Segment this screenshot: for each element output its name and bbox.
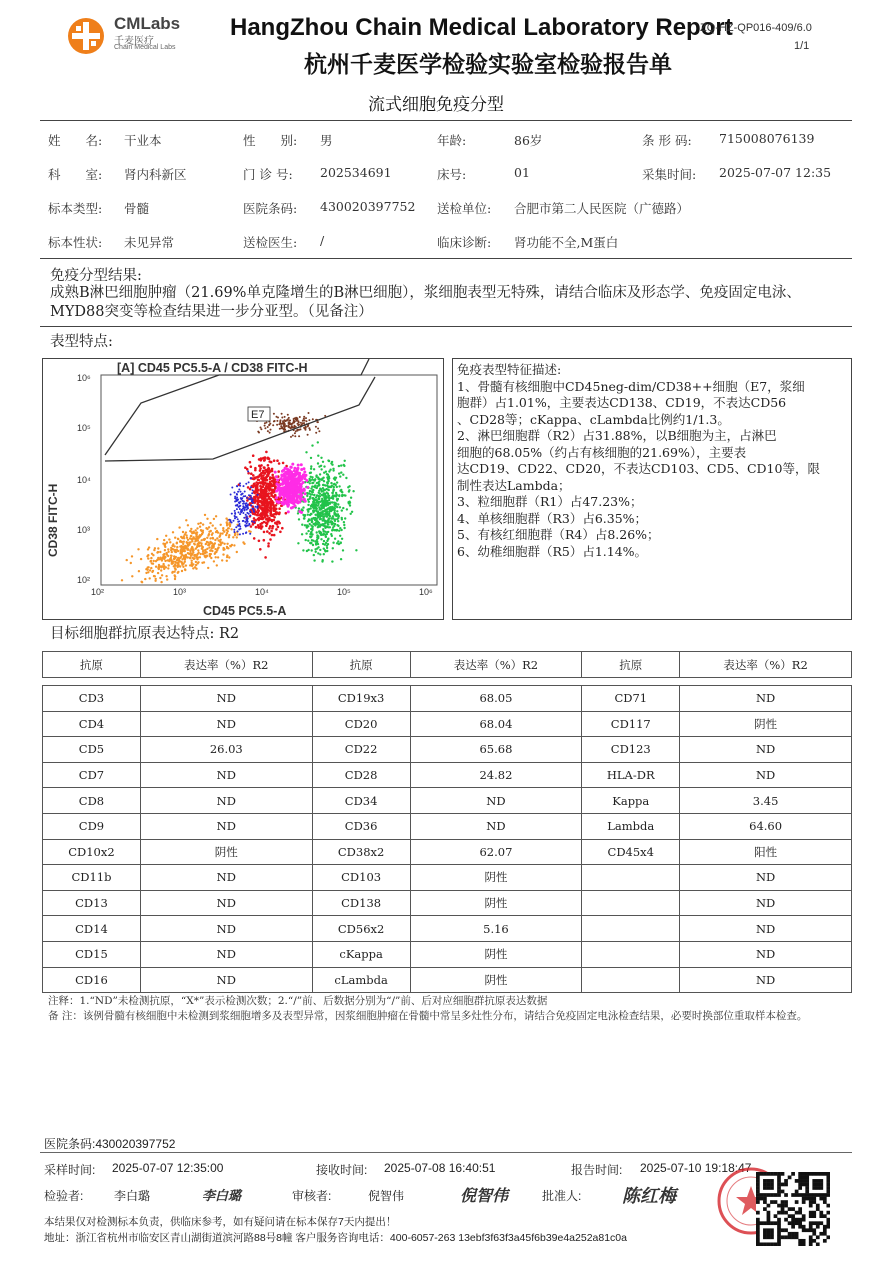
antigen-cell: CD138 xyxy=(312,890,410,916)
expression-cell: 阴性 xyxy=(410,865,582,891)
column-header: 抗原 xyxy=(312,652,410,678)
antigen-cell xyxy=(582,916,680,942)
expression-cell: 24.82 xyxy=(410,762,582,788)
antigen-cell xyxy=(582,865,680,891)
antigen-cell: Lambda xyxy=(582,813,680,839)
logo-en: Chain Medical Labs xyxy=(114,44,176,51)
antigen-cell: CD103 xyxy=(312,865,410,891)
y-tick: 10⁴ xyxy=(77,475,91,485)
antigen-cell: CD7 xyxy=(43,762,141,788)
barcode-value: 715008076139 xyxy=(719,131,815,146)
antigen-cell: CD117 xyxy=(582,711,680,737)
antigen-table-header xyxy=(42,651,852,678)
table-row xyxy=(43,711,852,737)
expression-cell: ND xyxy=(140,865,312,891)
hospcode-value: 430020397752 xyxy=(320,199,416,214)
note-line: 备 注：该例骨髓有核细胞中未检测到浆细胞增多及表型异常，因浆细胞肿瘤在骨髓中常呈多灶性分布，请结合免疫固定电泳检查结果，必要时换部位重取样本检查。 xyxy=(48,1010,808,1022)
specimen-label: 标本类型: xyxy=(48,201,103,216)
antigen-cell: cKappa xyxy=(312,941,410,967)
table-row xyxy=(43,813,852,839)
expression-cell: 5.16 xyxy=(410,916,582,942)
expression-cell: ND xyxy=(140,711,312,737)
desc-line: 免疫表型特征描述: xyxy=(457,362,562,377)
antigen-cell xyxy=(582,967,680,993)
x-tick: 10⁶ xyxy=(419,587,433,597)
gate-label: E7 xyxy=(251,409,265,421)
expression-cell: 64.60 xyxy=(680,813,852,839)
expression-cell: ND xyxy=(140,967,312,993)
expression-cell: 阴性 xyxy=(410,967,582,993)
expression-cell: 阴性 xyxy=(140,839,312,865)
plot-ylabel: CD38 FITC-H xyxy=(46,483,60,557)
antigen-cell xyxy=(582,941,680,967)
antigen-cell: CD14 xyxy=(43,916,141,942)
receive-time: 2025-07-08 16:40:51 xyxy=(384,1161,496,1175)
barcode-label: 条 形 码: xyxy=(642,133,692,148)
expression-cell: ND xyxy=(680,737,852,763)
y-tick: 10⁶ xyxy=(77,373,91,383)
receive-time-label: 接收时间: xyxy=(316,1163,368,1177)
dept-label: 科 室: xyxy=(48,167,103,182)
antigen-cell: CD3 xyxy=(43,686,141,712)
table-row xyxy=(43,865,852,891)
antigen-cell: CD15 xyxy=(43,941,141,967)
flow-cytometry-plot xyxy=(42,358,444,620)
age-label: 年龄: xyxy=(437,133,467,148)
desc-line: 5、有核红细胞群（R4）占8.26%； xyxy=(457,527,660,542)
status-value: 未见异常 xyxy=(124,235,175,250)
dept-value: 肾内科新区 xyxy=(124,167,187,182)
desc-line: 细胞的68.05%（约占有核细胞的21.69%），主要表 xyxy=(457,444,747,460)
sex-value: 男 xyxy=(320,133,333,148)
divider xyxy=(40,120,852,121)
antigen-cell: CD11b xyxy=(43,865,141,891)
column-header: 抗原 xyxy=(582,652,680,678)
table-row xyxy=(43,890,852,916)
desc-line: 1、骨髓有核细胞中CD45neg-dim/CD38++细胞（E7，浆细 xyxy=(457,378,805,394)
antigen-cell: CD10x2 xyxy=(43,839,141,865)
column-header: 表达率（%）R2 xyxy=(140,652,312,678)
antigen-cell: CD22 xyxy=(312,737,410,763)
desc-line: 4、单核细胞群（R3）占6.35%； xyxy=(457,510,648,526)
table-row xyxy=(43,686,852,712)
antigen-cell: CD34 xyxy=(312,788,410,814)
tester-name: 李白璐 xyxy=(114,1189,151,1203)
expression-cell: 阳性 xyxy=(680,839,852,865)
antigen-cell: Kappa xyxy=(582,788,680,814)
expression-cell: 26.03 xyxy=(140,737,312,763)
specimen-value: 骨髓 xyxy=(124,201,150,216)
sample-time-label: 采样时间: xyxy=(44,1163,96,1177)
doctor-label: 送检医生: xyxy=(243,235,298,250)
cmlabs-logo-icon xyxy=(64,16,108,56)
report-title-en: HangZhou Chain Medical Laboratory Report xyxy=(230,14,733,41)
sex-label: 性 别: xyxy=(243,133,298,148)
antigen-cell: cLambda xyxy=(312,967,410,993)
target-title: 目标细胞群抗原表达特点: R2 xyxy=(50,626,240,642)
table-row xyxy=(43,762,852,788)
note-line: 注释：1.“ND”未检测抗原，“X*”表示检测次数；2.“/”前、后数据分别为“/”前、后对应细胞群抗原表达数据 xyxy=(48,995,548,1007)
divider xyxy=(40,258,852,259)
expression-cell: ND xyxy=(680,890,852,916)
desc-line: 胞群）占1.01%，主要表达CD138、CD19，不表达CD56 xyxy=(457,395,787,410)
x-tick: 10⁴ xyxy=(255,587,269,597)
table-row xyxy=(43,839,852,865)
expression-cell: ND xyxy=(140,788,312,814)
scatter-points xyxy=(121,412,358,583)
name-label: 姓 名: xyxy=(48,133,103,148)
expression-cell: ND xyxy=(140,813,312,839)
desc-line: 6、幼稚细胞群（R5）占1.14%。 xyxy=(457,543,648,559)
result-text: 成熟B淋巴细胞肿瘤（21.69%单克隆增生的B淋巴细胞），浆细胞表型无特殊，请结合临床及形态学、免疫固定电泳、MYD88突变等检查结果进一步分亚型。（见备注） xyxy=(50,285,801,320)
bed-label: 床号: xyxy=(437,167,467,182)
logo-name: CMLabs xyxy=(114,14,181,33)
disclaimer: 本结果仅对检测标本负责，供临床参考，如有疑问请在标本保存7天内提出！ xyxy=(44,1216,397,1228)
bed-value: 01 xyxy=(514,165,530,180)
approver-label: 批准人: xyxy=(542,1189,582,1203)
logo-cn: 千麦医疗 xyxy=(114,36,154,47)
page-number: 1/1 xyxy=(794,40,810,52)
expression-cell: 68.05 xyxy=(410,686,582,712)
x-tick: 10³ xyxy=(173,587,187,597)
tester-label: 检验者: xyxy=(44,1189,84,1203)
antigen-cell: CD20 xyxy=(312,711,410,737)
result-title: 免疫分型结果: xyxy=(50,268,142,284)
reviewer-name: 倪智伟 xyxy=(368,1189,405,1203)
hospcode-label: 医院条码: xyxy=(243,201,298,216)
table-row xyxy=(43,941,852,967)
divider xyxy=(40,326,852,327)
y-tick: 10³ xyxy=(77,525,91,535)
plot-xlabel: CD45 PC5.5-A xyxy=(203,604,287,618)
antigen-cell: CD56x2 xyxy=(312,916,410,942)
reviewer-label: 审核者: xyxy=(292,1189,332,1203)
antigen-cell: CD16 xyxy=(43,967,141,993)
antigen-cell: CD5 xyxy=(43,737,141,763)
table-row xyxy=(43,916,852,942)
reviewer-signature: 倪智伟 xyxy=(460,1186,509,1205)
expression-cell: ND xyxy=(140,762,312,788)
expression-cell: 阴性 xyxy=(410,890,582,916)
doctor-value: / xyxy=(320,233,325,248)
antigen-cell: CD71 xyxy=(582,686,680,712)
diag-value: 肾功能不全,M蛋白 xyxy=(514,235,619,250)
expression-cell: ND xyxy=(680,686,852,712)
qr-code-icon xyxy=(756,1172,830,1246)
divider xyxy=(40,1152,852,1153)
antigen-cell: HLA-DR xyxy=(582,762,680,788)
column-header: 表达率（%）R2 xyxy=(680,652,852,678)
report-subtitle: 流式细胞免疫分型 xyxy=(368,95,504,115)
approver-signature: 陈红梅 xyxy=(622,1186,676,1207)
expression-cell: ND xyxy=(410,813,582,839)
expression-cell: 阴性 xyxy=(680,711,852,737)
report-time-label: 报告时间: xyxy=(571,1163,623,1177)
age-value: 86岁 xyxy=(514,133,543,148)
collect-label: 采集时间: xyxy=(642,167,697,182)
gate-lower-line xyxy=(105,377,375,461)
y-tick: 10⁵ xyxy=(77,423,91,433)
sample-time: 2025-07-07 12:35:00 xyxy=(112,1161,224,1175)
antigen-cell: CD4 xyxy=(43,711,141,737)
column-header: 抗原 xyxy=(43,652,141,678)
expression-cell: ND xyxy=(680,916,852,942)
report-title-cn: 杭州千麦医学检验实验室检验报告单 xyxy=(304,51,672,77)
antigen-cell: CD38x2 xyxy=(312,839,410,865)
document-code: ZQ-HZ-QP016-409/6.0 xyxy=(700,22,812,34)
hospital-barcode: 医院条码:430020397752 xyxy=(44,1137,176,1151)
antigen-cell: CD36 xyxy=(312,813,410,839)
expression-cell: ND xyxy=(140,941,312,967)
column-header: 表达率（%）R2 xyxy=(410,652,582,678)
address: 地址：浙江省杭州市临安区青山湖街道滨河路88号8幢 客户服务咨询电话：400-6057-263 13ebf3f63f3a45f6b39e4a252a81c0a xyxy=(44,1232,627,1244)
antigen-cell: CD8 xyxy=(43,788,141,814)
tester-signature: 李白璐 xyxy=(202,1189,242,1204)
antigen-cell: CD45x4 xyxy=(582,839,680,865)
expression-cell: ND xyxy=(680,865,852,891)
x-tick: 10⁵ xyxy=(337,587,351,597)
expression-cell: 68.04 xyxy=(410,711,582,737)
expression-cell: ND xyxy=(140,890,312,916)
expression-cell: 65.68 xyxy=(410,737,582,763)
collect-value: 2025-07-07 12:35 xyxy=(719,165,832,180)
status-label: 标本性状: xyxy=(48,235,103,250)
desc-line: 3、粒细胞群（R1）占47.23%； xyxy=(457,494,643,509)
name-value: 干业本 xyxy=(124,133,162,148)
expression-cell: ND xyxy=(140,916,312,942)
antigen-cell: CD9 xyxy=(43,813,141,839)
features-title: 表型特点: xyxy=(50,334,113,350)
antigen-cell: CD13 xyxy=(43,890,141,916)
report-time: 2025-07-10 19:18:47 xyxy=(640,1161,752,1175)
diag-label: 临床诊断: xyxy=(437,235,492,250)
table-row xyxy=(43,967,852,993)
expression-cell: 阴性 xyxy=(410,941,582,967)
y-tick: 10² xyxy=(77,575,91,585)
x-tick: 10² xyxy=(91,587,105,597)
expression-cell: ND xyxy=(140,686,312,712)
unit-label: 送检单位: xyxy=(437,201,492,216)
antigen-table xyxy=(42,685,852,993)
desc-line: 2、淋巴细胞群（R2）占31.88%，以B细胞为主，占淋巴 xyxy=(457,428,777,443)
antigen-cell: CD28 xyxy=(312,762,410,788)
phenotype-description xyxy=(452,358,852,620)
expression-cell: 3.45 xyxy=(680,788,852,814)
antigen-cell xyxy=(582,890,680,916)
expression-cell: ND xyxy=(410,788,582,814)
expression-cell: ND xyxy=(680,762,852,788)
plot-title: [A] CD45 PC5.5-A / CD38 FITC-H xyxy=(117,361,308,375)
clinic-value: 202534691 xyxy=(320,165,392,180)
notes xyxy=(48,994,848,1024)
desc-line: 制性表达Lambda； xyxy=(457,477,571,493)
table-row xyxy=(43,788,852,814)
antigen-cell: CD123 xyxy=(582,737,680,763)
unit-value: 合肥市第二人民医院（广德路） xyxy=(514,201,690,216)
expression-cell: ND xyxy=(680,967,852,993)
desc-line: 、CD28等；cKappa、cLambda比例约1/1.3。 xyxy=(457,411,730,427)
expression-cell: ND xyxy=(680,941,852,967)
desc-line: 达CD19、CD22、CD20，不表达CD103、CD5、CD10等，限 xyxy=(457,461,820,476)
expression-cell: 62.07 xyxy=(410,839,582,865)
antigen-cell: CD19x3 xyxy=(312,686,410,712)
clinic-label: 门 诊 号: xyxy=(243,167,293,182)
table-row xyxy=(43,737,852,763)
